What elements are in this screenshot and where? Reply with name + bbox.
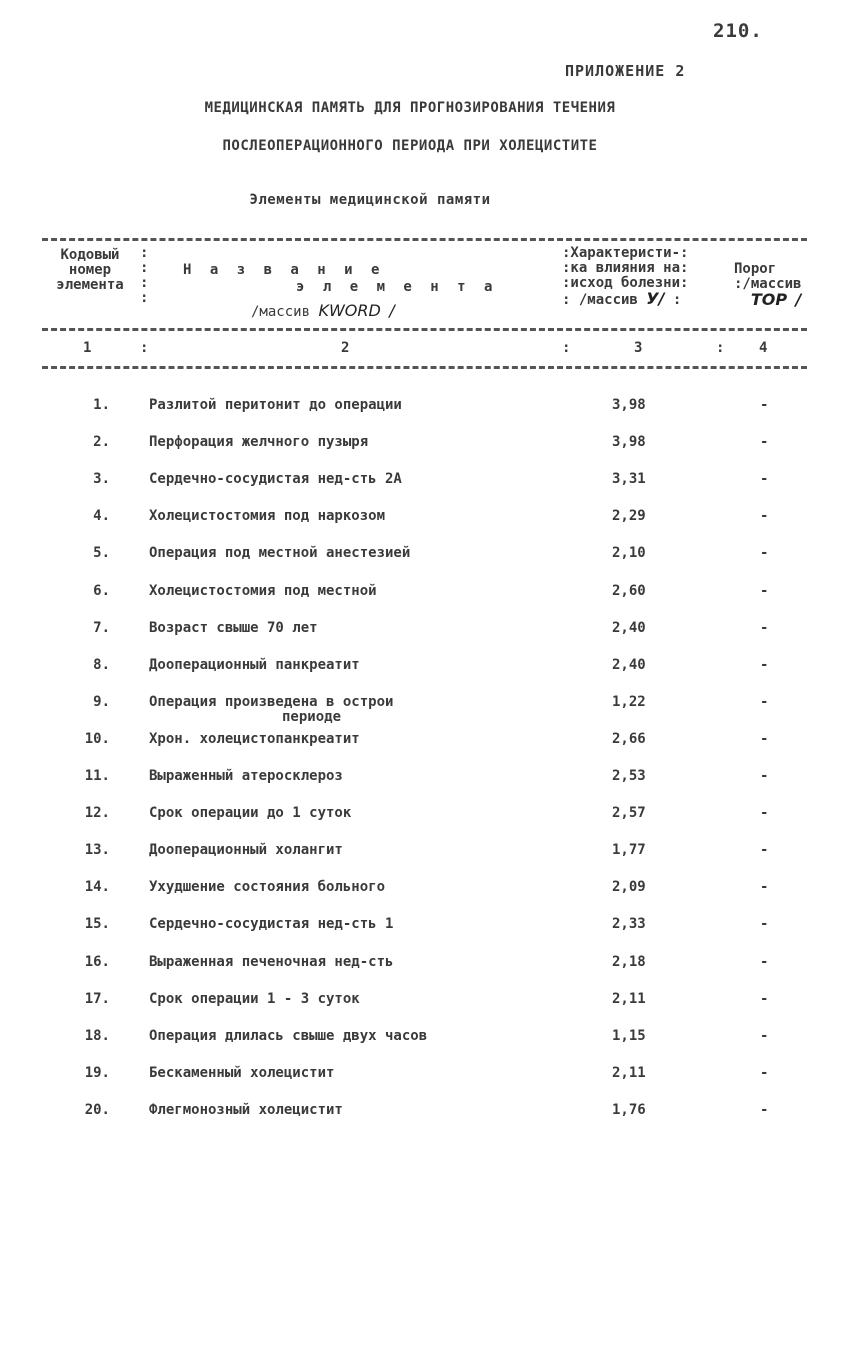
table-row xyxy=(0,434,850,458)
row-number: 5. xyxy=(93,545,110,561)
influence-value: 1,77 xyxy=(612,842,646,858)
table-row xyxy=(0,583,850,607)
table-row xyxy=(0,768,850,792)
element-name: Ухудшение состояния больного xyxy=(149,879,386,895)
table-subtitle: Элементы медицинской памяти xyxy=(249,192,491,208)
table-row xyxy=(0,694,850,718)
influence-value: 1,76 xyxy=(612,1102,646,1118)
element-name: Дооперационный холангит xyxy=(149,842,343,858)
threshold-value: - xyxy=(760,954,769,970)
row-number: 7. xyxy=(93,620,110,636)
row-number: 20. xyxy=(84,1102,110,1118)
row-number: 11. xyxy=(84,768,110,784)
influence-value: 2,09 xyxy=(612,879,646,895)
influence-value: 2,10 xyxy=(612,545,646,561)
influence-value: 2,33 xyxy=(612,916,646,932)
threshold-value: - xyxy=(760,805,769,821)
threshold-value: - xyxy=(760,694,769,710)
table-row xyxy=(0,620,850,644)
document-title-line-1: МЕДИЦИНСКАЯ ПАМЯТЬ ДЛЯ ПРОГНОЗИРОВАНИЯ ТЕЧЕНИЯ xyxy=(204,100,616,116)
row-number: 9. xyxy=(93,694,110,710)
element-name: Операция произведена в острои xyxy=(149,694,394,710)
header-influence: :Характеристи-: :ка влияния на: :исход болезни: : /массив У/ : xyxy=(562,245,689,308)
influence-value: 2,40 xyxy=(612,657,646,673)
element-name: Сердечно-сосудистая нед-сть 2А xyxy=(149,471,402,487)
row-number: 6. xyxy=(93,583,110,599)
row-number: 18. xyxy=(84,1028,110,1044)
influence-value: 2,66 xyxy=(612,731,646,747)
element-name: Хрон. холецистопанкреатит xyxy=(149,731,360,747)
influence-value: 3,31 xyxy=(612,471,646,487)
table-row xyxy=(0,1028,850,1052)
header-name-line1: Н а з в а н и е xyxy=(183,262,385,278)
table-row xyxy=(0,397,850,421)
header-threshold: Порог :/массив TOP / xyxy=(734,261,802,309)
row-number: 14. xyxy=(84,879,110,895)
influence-value: 2,18 xyxy=(612,954,646,970)
row-number: 2. xyxy=(93,434,110,450)
row-number: 16. xyxy=(84,954,110,970)
table-row xyxy=(0,805,850,829)
influence-value: 2,60 xyxy=(612,583,646,599)
influence-value: 2,29 xyxy=(612,508,646,524)
row-9-continuation: периоде xyxy=(282,709,342,725)
element-name: Бескаменный холецистит xyxy=(149,1065,335,1081)
row-number: 13. xyxy=(84,842,110,858)
threshold-value: - xyxy=(760,583,769,599)
row-number: 1. xyxy=(93,397,110,413)
influence-value: 3,98 xyxy=(612,397,646,413)
appendix-label: ПРИЛОЖЕНИЕ 2 xyxy=(565,62,686,80)
threshold-value: - xyxy=(760,471,769,487)
influence-value: 2,53 xyxy=(612,768,646,784)
threshold-value: - xyxy=(760,434,769,450)
element-name: Холецистостомия под наркозом xyxy=(149,508,386,524)
threshold-value: - xyxy=(760,991,769,1007)
threshold-value: - xyxy=(760,657,769,673)
column-separator: : xyxy=(140,340,149,356)
row-number: 17. xyxy=(84,991,110,1007)
table-row xyxy=(0,657,850,681)
threshold-value: - xyxy=(760,545,769,561)
influence-value: 1,22 xyxy=(612,694,646,710)
element-name: Срок операции 1 - 3 суток xyxy=(149,991,360,1007)
element-name: Срок операции до 1 суток xyxy=(149,805,352,821)
threshold-value: - xyxy=(760,842,769,858)
element-name: Сердечно-сосудистая нед-сть 1 xyxy=(149,916,394,932)
threshold-value: - xyxy=(760,397,769,413)
column-number-rule xyxy=(42,366,807,369)
element-name: Разлитой перитонит до операции xyxy=(149,397,402,413)
element-name: Операция под местной анестезией xyxy=(149,545,411,561)
column-number-2: 2 xyxy=(341,340,350,356)
row-number: 19. xyxy=(84,1065,110,1081)
header-name-array: /массив KWORD / xyxy=(251,301,395,320)
element-name: Операция длилась свыше двух часов xyxy=(149,1028,428,1044)
table-row xyxy=(0,1065,850,1089)
header-code-number: Кодовый номер элемента xyxy=(56,247,124,293)
row-number: 4. xyxy=(93,508,110,524)
header-name-line2: э л е м е н т а xyxy=(296,279,498,295)
row-number: 12. xyxy=(84,805,110,821)
influence-value: 2,57 xyxy=(612,805,646,821)
threshold-value: - xyxy=(760,508,769,524)
table-row xyxy=(0,879,850,903)
table-row xyxy=(0,731,850,755)
header-separator: : : : : xyxy=(140,245,149,306)
page-number: 210. xyxy=(713,20,763,42)
threshold-value: - xyxy=(760,1028,769,1044)
influence-value: 2,11 xyxy=(612,991,646,1007)
threshold-value: - xyxy=(760,879,769,895)
table-row xyxy=(0,842,850,866)
header-rule xyxy=(42,328,807,331)
threshold-value: - xyxy=(760,1102,769,1118)
table-row xyxy=(0,916,850,940)
element-name: Флегмонозный холецистит xyxy=(149,1102,343,1118)
row-number: 3. xyxy=(93,471,110,487)
element-name: Холецистостомия под местной xyxy=(149,583,377,599)
column-number-4: 4 xyxy=(759,340,768,356)
table-row xyxy=(0,471,850,495)
table-row xyxy=(0,991,850,1015)
element-name: Дооперационный панкреатит xyxy=(149,657,360,673)
column-number-3: 3 xyxy=(634,340,643,356)
influence-value: 3,98 xyxy=(612,434,646,450)
threshold-value: - xyxy=(760,768,769,784)
column-separator: : xyxy=(562,340,571,356)
row-number: 15. xyxy=(84,916,110,932)
element-name: Перфорация желчного пузыря xyxy=(149,434,369,450)
threshold-value: - xyxy=(760,916,769,932)
table-top-rule xyxy=(42,238,807,241)
column-number-1: 1 xyxy=(83,340,92,356)
column-separator: : xyxy=(716,340,725,356)
row-number: 10. xyxy=(84,731,110,747)
table-row xyxy=(0,954,850,978)
influence-value: 2,11 xyxy=(612,1065,646,1081)
table-row xyxy=(0,545,850,569)
threshold-value: - xyxy=(760,1065,769,1081)
influence-value: 2,40 xyxy=(612,620,646,636)
element-name: Выраженный атеросклероз xyxy=(149,768,343,784)
table-row xyxy=(0,1102,850,1126)
influence-value: 1,15 xyxy=(612,1028,646,1044)
document-title-line-2: ПОСЛЕОПЕРАЦИОННОГО ПЕРИОДА ПРИ ХОЛЕЦИСТИТЕ xyxy=(222,138,598,154)
threshold-value: - xyxy=(760,731,769,747)
element-name: Возраст свыше 70 лет xyxy=(149,620,318,636)
element-name: Выраженная печеночная нед-сть xyxy=(149,954,394,970)
threshold-value: - xyxy=(760,620,769,636)
row-number: 8. xyxy=(93,657,110,673)
table-row xyxy=(0,508,850,532)
